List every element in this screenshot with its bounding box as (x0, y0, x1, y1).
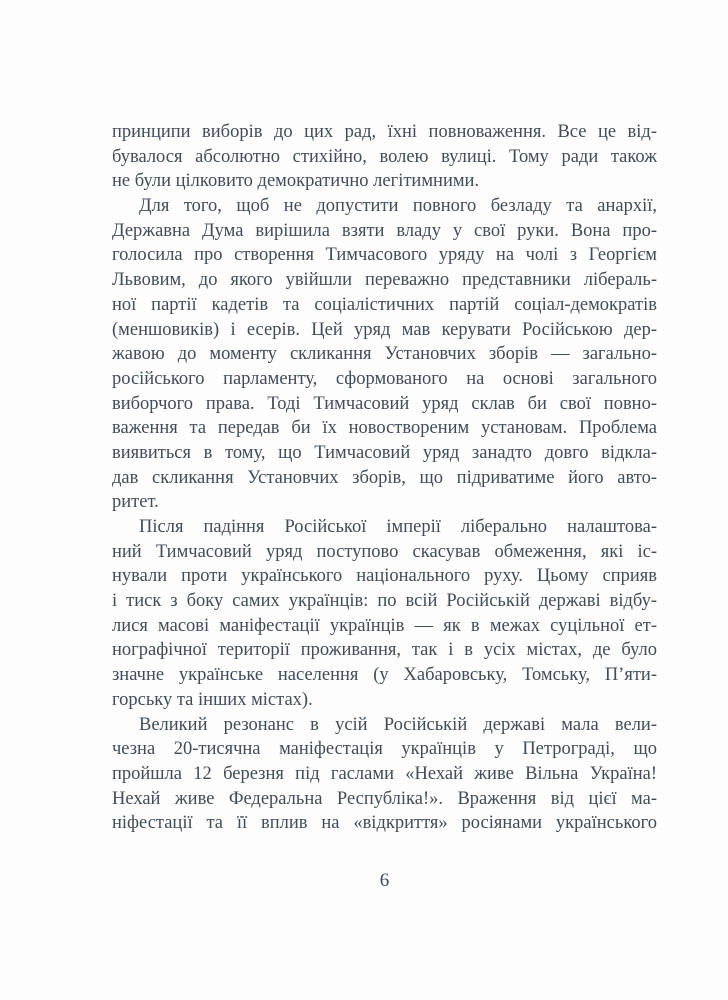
paragraph (112, 120, 657, 194)
text-line: значне українське населення (у Хабаровську, Томську, П’яти- (112, 665, 657, 686)
text-line: ритет. (112, 492, 159, 513)
text-line: (меншовиків) і есерів. Цей уряд мав керувати Російською дер- (112, 319, 657, 340)
text-line: голосила про створення Тимчасового уряду на чолі з Георгієм (112, 245, 657, 266)
text-line: важення та передав би їх новоствореним установам. Проблема (112, 418, 657, 439)
text-line: принципи виборів до цих рад, їхні повноваження. Все це від- (112, 122, 657, 142)
text-line: Державна Дума вирішила взяти владу у свої руки. Вона про- (112, 220, 657, 241)
text-line: дав скликання Установчих зборів, що підриватиме його авто- (112, 467, 657, 488)
text-line: не були цілковито демократично легітимними. (112, 171, 480, 192)
text-line: Для того, щоб не допустити повного безладу та анархії, (139, 196, 657, 217)
text-line: виявиться в тому, що Тимчасовий уряд занадто довго відкла- (112, 442, 657, 463)
text-line: і тиск з боку самих українців: по всій Російській державі відбу- (112, 591, 657, 612)
text-line: жавою до моменту скликання Установчих зборів — загально- (112, 344, 657, 365)
text-line: виборчого права. Тоді Тимчасовий уряд склав би свої повно- (112, 393, 657, 414)
text-line: чезна 20-тисячна маніфестація українців у Петрограді, що (112, 739, 657, 760)
paragraph (112, 515, 657, 713)
text-line: нографічної території проживання, так і в усіх містах, де було (112, 640, 657, 661)
text-line: пройшла 12 березня під гаслами «Нехай живе Вільна Україна! (112, 763, 657, 784)
text-line: нували проти українського національного руху. Цьому сприяв (112, 566, 657, 587)
body-text (112, 120, 657, 836)
text-line: бувалося абсолютно стихійно, волею вулиці. Тому ради також (112, 146, 657, 167)
text-line: Після падіння Російської імперії ліберально налаштова- (139, 517, 657, 537)
text-line: горську та інших містах). (112, 689, 313, 710)
text-line: ної партії кадетів та соціалістичних партій соціал-демократів (112, 294, 657, 315)
text-line: Великий резонанс в усій Російській державі мала вели- (139, 714, 657, 735)
text-line: Львовим, до якого увійшли переважно представники лібераль- (112, 270, 657, 291)
page-number: 6 (379, 870, 390, 891)
paragraph (112, 194, 657, 515)
text-line: російського парламенту, сформованого на основі загального (112, 368, 657, 389)
paragraph (112, 713, 657, 836)
text-line: лися масові маніфестації українців — як в межах суцільної ет- (112, 615, 657, 636)
text-line: ний Тимчасовий уряд поступово скасував обмеження, які іс- (112, 541, 657, 562)
text-line: Нехай живе Федеральна Республіка!». Враження від цієї ма- (112, 788, 657, 809)
text-line: ніфестації та її вплив на «відкриття» росіянами українського (112, 813, 657, 834)
